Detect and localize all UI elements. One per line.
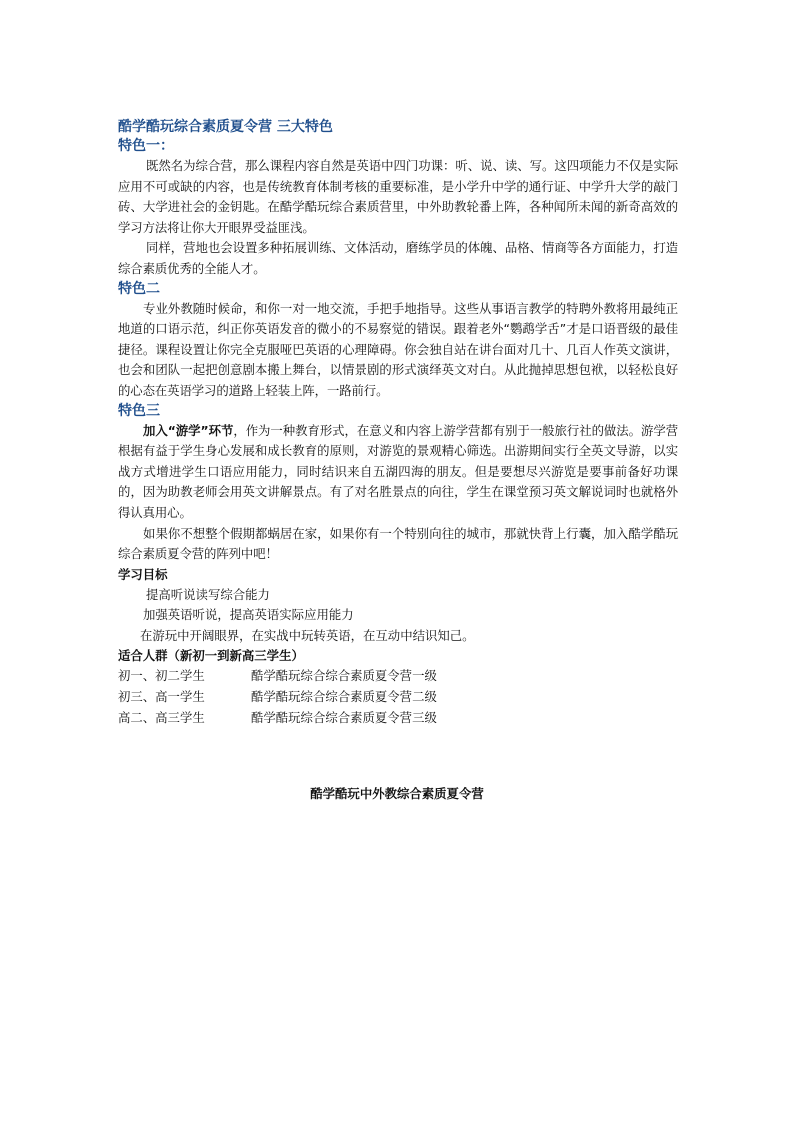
page-title: 酷学酷玩综合素质夏令营 三大特色 [118,119,333,135]
feature-one-paragraph-1: 既然名为综合营，那么课程内容自然是英语中四门功课：听、说、读、写。这四项能力不仅是实际应用不可或缺的内容，也是传统教育体制考核的重要标准，是小学升中学的通行证、中学升大学的敲门砖、大学进社会的金钥匙。在酷学酷玩综合素质营里，中外助教轮番上阵，各种闻所未闻的新奇高效的学习方法将让你大开眼界受益匪浅。 [118,158,678,235]
feature-two-paragraph: 专业外教随时候命，和你一对一地交流，手把手地指导。这些从事语言教学的特聘外教将用最纯正地道的口语示范，纠正你英语发音的微小的不易察觉的错误。跟着老外“鹦鹉学舌”才是口语晋级的最佳捷径。课程设置让你完全克服哑巴英语的心理障碍。你会独自站在讲台面对几十、几百人作英文演讲，也会和团队一起把创意剧本搬上舞台，以情景剧的形式演绎英文对白。从此抛掉思想包袱，以轻松良好的心态在英语学习的道路上轻装上阵，一路前行。 [118,300,678,398]
audience-row [118,687,678,708]
footer-title: 酷学酷玩中外教综合素质夏令营 [310,786,484,801]
document-body [118,118,678,728]
goal-item: 提高听说读写综合能力 [146,586,270,602]
audience-group: 初一、初二学生 [118,668,205,684]
goal-item: 加强英语听说，提高英语实际应用能力 [143,607,354,623]
feature-three-paragraph-1 [118,421,678,524]
audience-level: 酷学酷玩综合综合素质夏令营一级 [251,668,437,684]
audience-heading: 适合人群（新初一到新高三学生） [118,648,304,664]
audience-group: 初三、高一学生 [118,689,205,705]
feature-three-paragraph-2: 如果你不想整个假期都蜗居在家，如果你有一个特别向往的城市，那就快背上行囊，加入酷学酷玩综合素质夏令营的阵列中吧！ [118,525,678,562]
goal-item: 在游玩中开阔眼界，在实战中玩转英语，在互动中结识知己。 [140,627,475,643]
feature-three-heading: 特色三 [118,402,160,419]
feature-one-paragraph-2: 同样，营地也会设置多种拓展训练、文体活动，磨练学员的体魄、品格、情商等各方面能力，打造综合素质优秀的全能人才。 [118,240,678,276]
audience-level: 酷学酷玩综合综合素质夏令营二级 [251,689,437,705]
audience-row [118,666,678,687]
feature-three-paragraph-1-text: ，作为一种教育形式，在意义和内容上游学营都有别于一般旅行社的做法。游学营根据有益于学生身心发展和成长教育的原则，对游览的景观精心筛选。出游期间实行全英文导游，以实战方式增进学生口语应用能力，同时结识来自五湖四海的朋友。但是要想尽兴游览是要事前备好功课的，因为助教老师会用英文讲解景点。有了对名胜景点的向往，学生在课堂预习英文解说词时也就格外得认真用心。 [118,422,678,520]
feature-two-heading: 特色二 [118,280,160,297]
goals-heading: 学习目标 [118,566,168,582]
feature-one-heading: 特色一： [118,138,174,154]
feature-three-lead: 加入“游学”环节 [143,422,234,438]
audience-level: 酷学酷玩综合综合素质夏令营三级 [251,709,437,725]
audience-row [118,708,678,729]
audience-group: 高二、高三学生 [118,709,205,725]
